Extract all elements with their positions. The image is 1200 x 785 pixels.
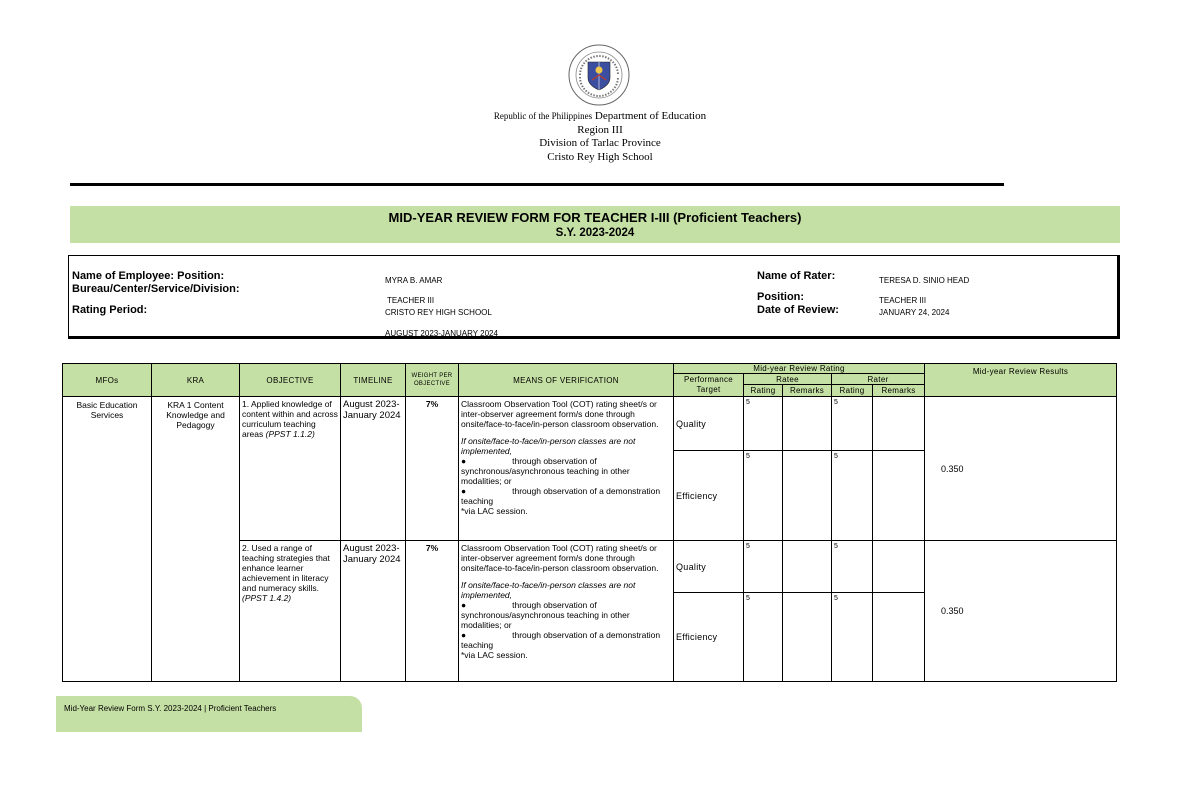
table-row bbox=[63, 397, 1117, 451]
mov-bullet-1: through observation of synchronous/asynchronous teaching in other modalities; or bbox=[461, 456, 630, 486]
ppst-code: (PPST 1.4.2) bbox=[242, 593, 292, 603]
efficiency-rater-remarks bbox=[873, 593, 925, 682]
rater-label: Name of Rater: bbox=[757, 270, 836, 282]
mov-note: *via LAC session. bbox=[461, 650, 528, 660]
header-timeline: TIMELINE bbox=[341, 364, 406, 397]
efficiency-ratee-remarks bbox=[783, 593, 832, 682]
mov-alt: If onsite/face-to-face/in-person classes are not implemented, bbox=[461, 436, 636, 456]
efficiency-label: Efficiency bbox=[674, 451, 744, 541]
bullet-icon: ● bbox=[461, 630, 467, 640]
header-rater-rating: Rating bbox=[832, 385, 873, 397]
header-rater-remarks: Remarks bbox=[873, 385, 925, 397]
efficiency-ratee-rating: 5 bbox=[744, 451, 783, 541]
division-text: Division of Tarlac Province bbox=[539, 137, 661, 149]
header-objective: OBJECTIVE bbox=[240, 364, 341, 397]
letterhead bbox=[430, 110, 770, 164]
header-midyear-results: Mid-year Review Results bbox=[925, 364, 1117, 397]
efficiency-rater-remarks bbox=[873, 451, 925, 541]
midyear-result: 0.350 bbox=[925, 541, 1117, 682]
review-table bbox=[62, 363, 1117, 682]
quality-ratee-remarks bbox=[783, 541, 832, 593]
mov-bullet-2: through observation of a demonstration teaching bbox=[461, 486, 661, 506]
review-date: JANUARY 24, 2024 bbox=[879, 308, 950, 317]
quality-label: Quality bbox=[674, 397, 744, 451]
mov-bullet-1: through observation of synchronous/asynchronous teaching in other modalities; or bbox=[461, 600, 630, 630]
department-text: Department of Education bbox=[594, 110, 707, 122]
footer-tab bbox=[56, 696, 362, 732]
header-weight: WEIGHT PER OBJECTIVE bbox=[406, 364, 459, 397]
mov-alt: If onsite/face-to-face/in-person classes are not implemented, bbox=[461, 580, 636, 600]
bureau-label: Bureau/Center/Service/Division: bbox=[72, 283, 240, 295]
mov-main: Classroom Observation Tool (COT) rating sheet/s or inter-observer agreement form/s done through onsite/face-to-face/in-person classroom observation. bbox=[461, 543, 659, 573]
objective-cell bbox=[240, 541, 341, 682]
objective-text: 1. Applied knowledge of content within and across curriculum teaching areas bbox=[242, 399, 338, 439]
efficiency-ratee-remarks bbox=[783, 451, 832, 541]
weight-cell: 7% bbox=[406, 397, 459, 541]
mov-main: Classroom Observation Tool (COT) rating sheet/s or inter-observer agreement form/s done through onsite/face-to-face/in-person classroom observation. bbox=[461, 399, 659, 429]
quality-label: Quality bbox=[674, 541, 744, 593]
bullet-icon: ● bbox=[461, 486, 467, 496]
rating-period: AUGUST 2023-JANUARY 2024 bbox=[385, 329, 498, 338]
mov-bullet-2: through observation of a demonstration teaching bbox=[461, 630, 661, 650]
header-mov: MEANS OF VERIFICATION bbox=[459, 364, 674, 397]
header-ratee: Ratee bbox=[744, 374, 832, 385]
deped-seal-icon bbox=[568, 44, 630, 106]
quality-rater-rating: 5 bbox=[832, 397, 873, 451]
school-text: Cristo Rey High School bbox=[547, 150, 653, 163]
footer-text: Mid-Year Review Form S.Y. 2023-2024 | Proficient Teachers bbox=[64, 704, 277, 713]
header-performance-target: Performance Target bbox=[674, 374, 744, 397]
quality-rater-rating: 5 bbox=[832, 541, 873, 593]
timeline-cell: August 2023-January 2024 bbox=[341, 397, 406, 541]
header-ratee-rating: Rating bbox=[744, 385, 783, 397]
review-date-label: Date of Review: bbox=[757, 304, 839, 316]
efficiency-rater-rating: 5 bbox=[832, 451, 873, 541]
mov-cell bbox=[459, 541, 674, 682]
name-position-label: Name of Employee: Position: bbox=[72, 270, 225, 282]
bullet-icon: ● bbox=[461, 600, 467, 610]
letterhead-line-1 bbox=[430, 110, 770, 124]
header-rater: Rater bbox=[832, 374, 925, 385]
objective-text: 2. Used a range of teaching strategies that enhance learner achievement in literacy and numeracy skills. bbox=[242, 543, 330, 593]
mov-cell bbox=[459, 397, 674, 541]
employee-position: TEACHER III bbox=[387, 296, 435, 305]
header-ratee-remarks: Remarks bbox=[783, 385, 832, 397]
rating-period-label: Rating Period: bbox=[72, 304, 148, 316]
efficiency-rater-rating: 5 bbox=[832, 593, 873, 682]
efficiency-ratee-rating: 5 bbox=[744, 593, 783, 682]
rater-name: TERESA D. SINIO HEAD bbox=[879, 276, 970, 285]
header-midyear-rating: Mid-year Review Rating bbox=[674, 364, 925, 374]
ppst-code: (PPST 1.1.2) bbox=[265, 429, 315, 439]
weight-cell: 7% bbox=[406, 541, 459, 682]
republic-text: Republic of the Philippines bbox=[493, 111, 593, 121]
mov-note: *via LAC session. bbox=[461, 506, 528, 516]
objective-cell bbox=[240, 397, 341, 541]
header-divider bbox=[70, 183, 1004, 186]
efficiency-label: Efficiency bbox=[674, 593, 744, 682]
employee-name: MYRA B. AMAR bbox=[385, 276, 443, 285]
rater-position: TEACHER III bbox=[879, 296, 927, 305]
employee-info-box bbox=[68, 255, 1120, 339]
form-title: MID-YEAR REVIEW FORM FOR TEACHER I-III (Proficient Teachers) bbox=[388, 210, 802, 225]
header-kra: KRA bbox=[152, 364, 240, 397]
quality-ratee-rating: 5 bbox=[744, 541, 783, 593]
quality-rater-remarks bbox=[873, 541, 925, 593]
form-title-band bbox=[70, 206, 1120, 243]
header-mfos: MFOs bbox=[63, 364, 152, 397]
kra-cell: KRA 1 Content Knowledge and Pedagogy bbox=[152, 397, 240, 682]
rater-position-label: Position: bbox=[757, 291, 805, 303]
quality-rater-remarks bbox=[873, 397, 925, 451]
mfo-cell: Basic Education Services bbox=[63, 397, 152, 682]
midyear-result: 0.350 bbox=[925, 397, 1117, 541]
timeline-cell: August 2023-January 2024 bbox=[341, 541, 406, 682]
quality-ratee-remarks bbox=[783, 397, 832, 451]
bullet-icon: ● bbox=[461, 456, 467, 466]
employee-bureau: CRISTO REY HIGH SCHOOL bbox=[385, 308, 492, 317]
quality-ratee-rating: 5 bbox=[744, 397, 783, 451]
school-year: S.Y. 2023-2024 bbox=[555, 227, 635, 239]
region-text: Region III bbox=[577, 123, 623, 136]
